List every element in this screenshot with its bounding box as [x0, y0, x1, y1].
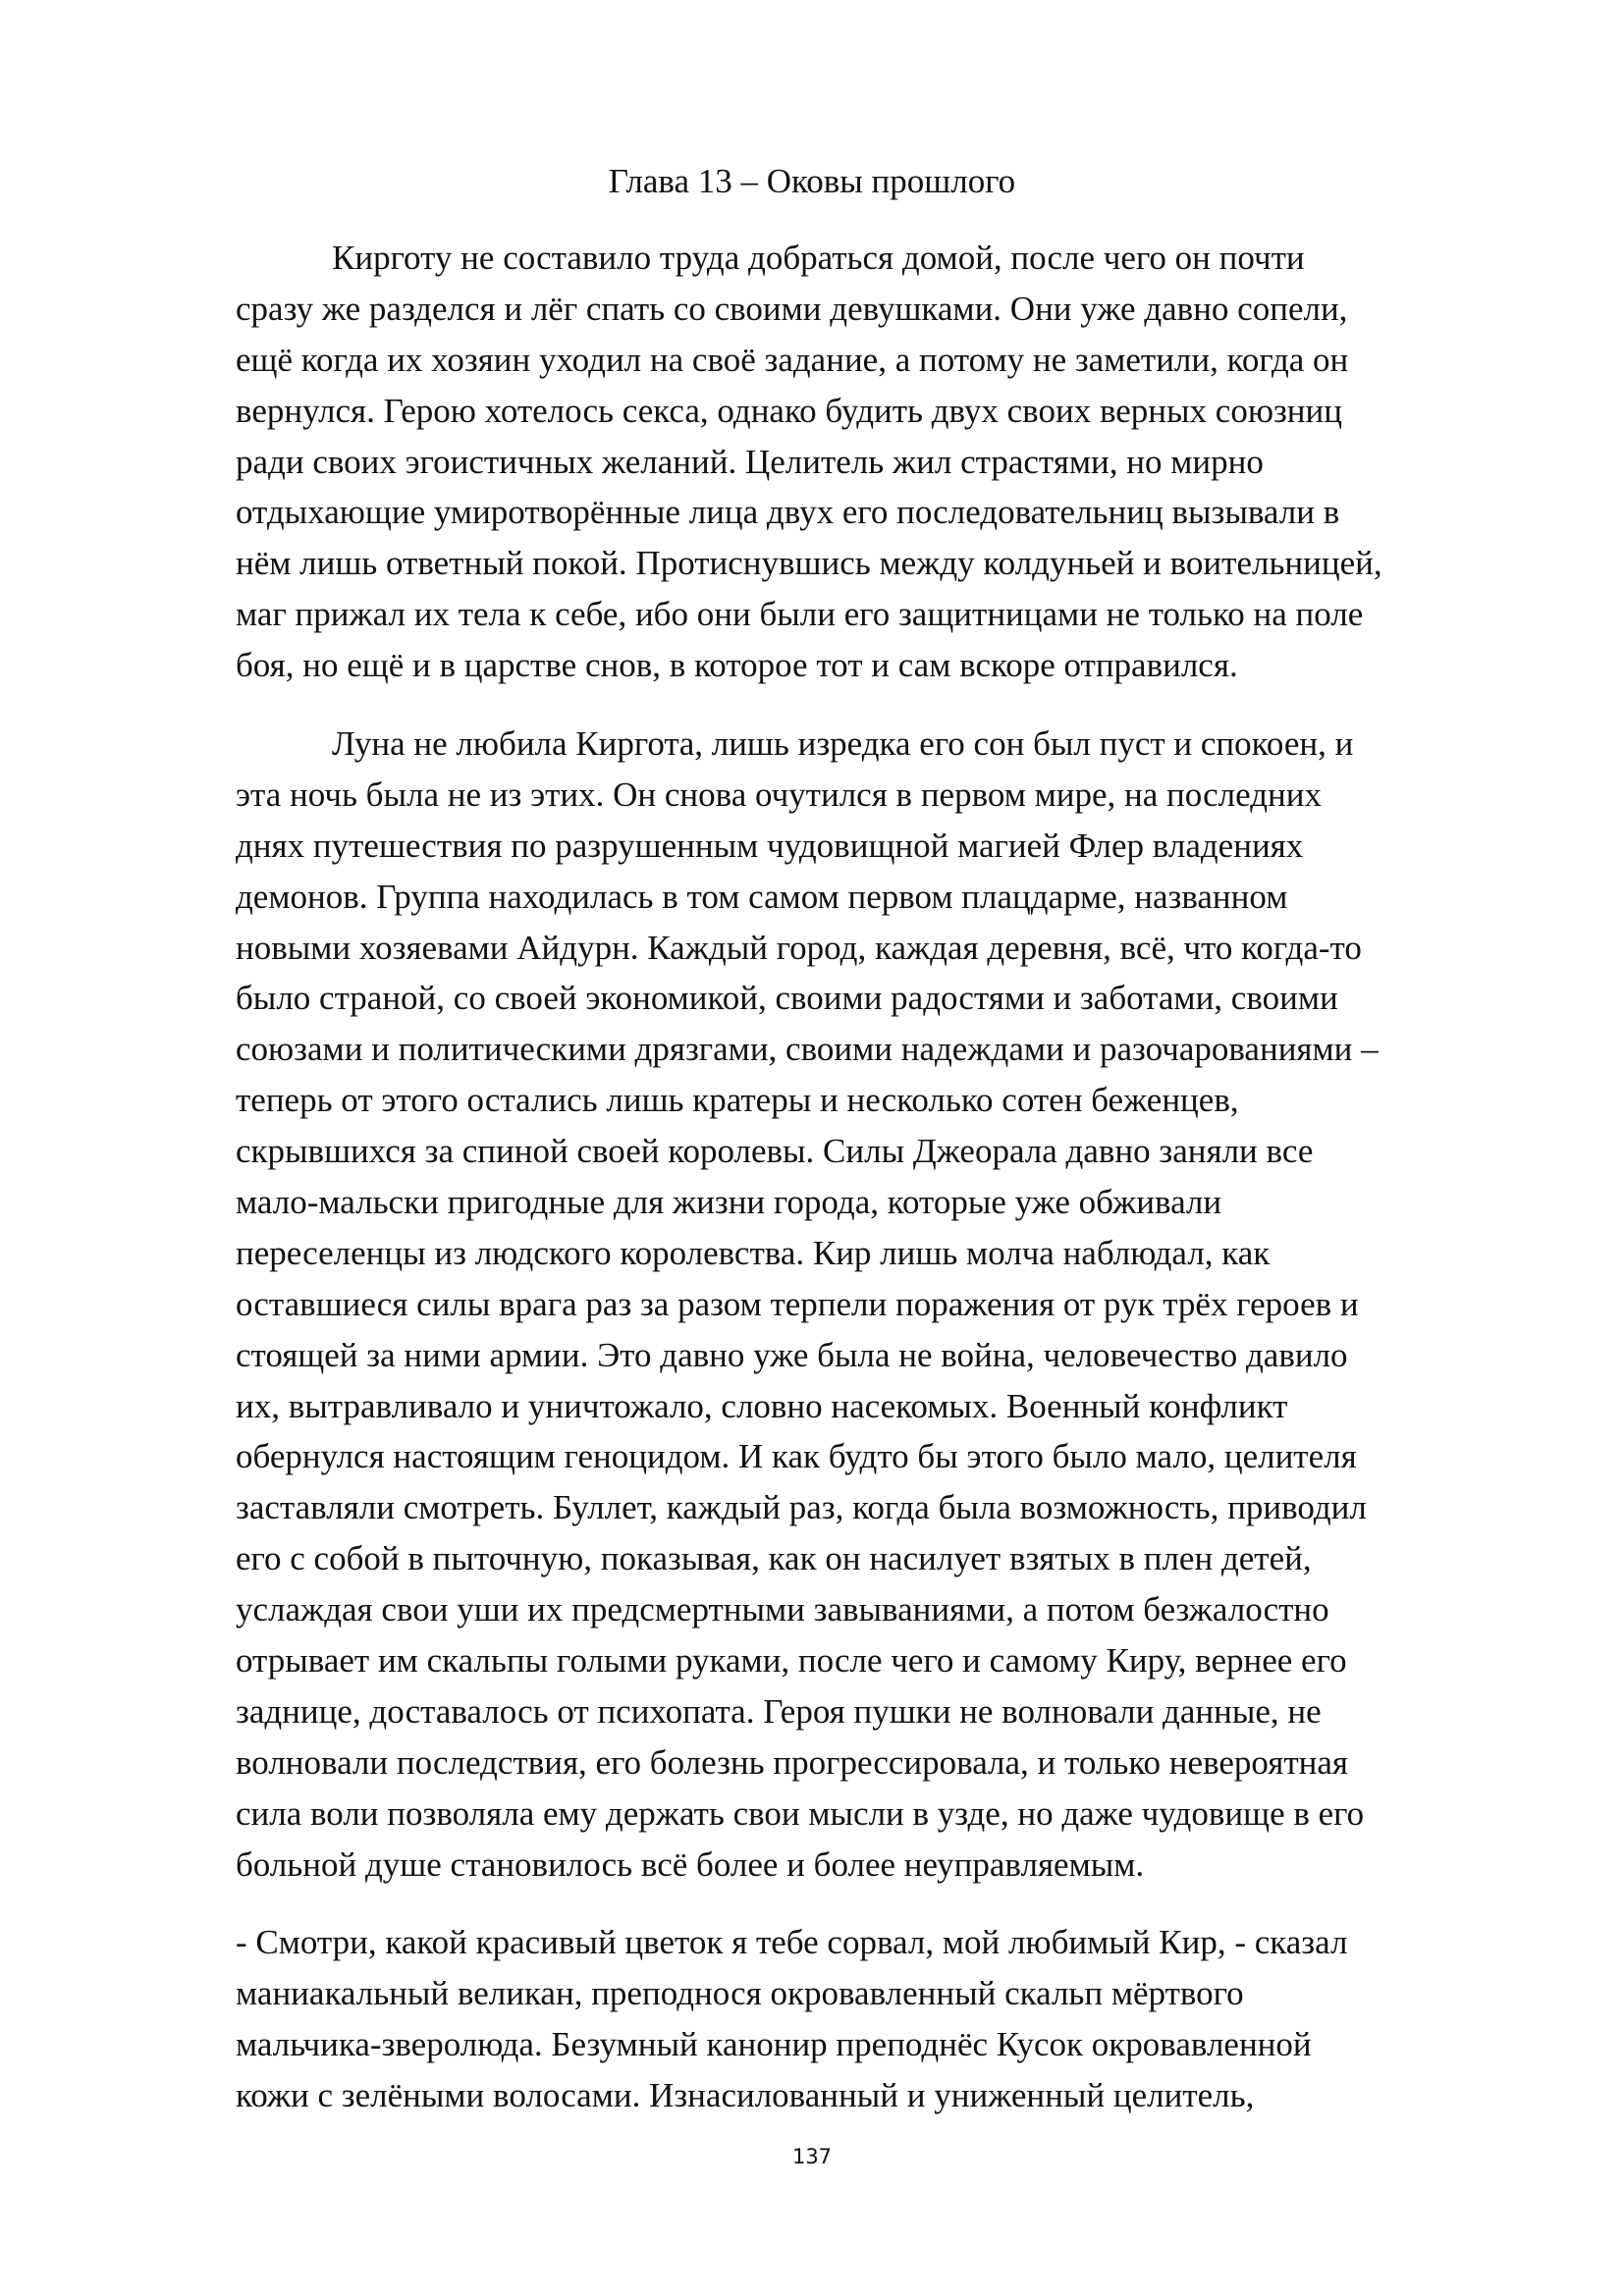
text-line: маг прижал их тела к себе, ибо они были его защитницами не только на поле: [236, 595, 1364, 634]
text-line: сила воли позволяла ему держать свои мысли в узде, но даже чудовище в его: [236, 1793, 1365, 1833]
text-line: заставляли смотреть. Буллет, каждый раз, когда была возможность, приводил: [236, 1488, 1367, 1527]
text-line: стоящей за ними армии. Это давно уже была не война, человечество давило: [236, 1335, 1348, 1374]
text-line: Луна не любила Кирготa, лишь изредка его сон был пуст и спокоен, и: [332, 724, 1354, 763]
text-line: теперь от этого остались лишь кратеры и несколько сотен беженцев,: [236, 1081, 1239, 1120]
text-line: эта ночь была не из этих. Он снова очутился в первом мире, на последних: [236, 774, 1322, 814]
paragraph-1: [236, 233, 1542, 691]
text-line: отдыхающие умиротворённые лица двух его последовательниц вызывали в: [236, 493, 1340, 532]
text-line: Кирготу не составило труда добраться домой, после чего он почти: [332, 239, 1305, 277]
paragraph-2: [236, 719, 1542, 1890]
text-line: скрывшихся за спиной своей королевы. Силы Джеорала давно заняли все: [236, 1132, 1314, 1171]
text-line: волновали последствия, его болезнь прогрессировала, и только невероятная: [236, 1742, 1349, 1782]
text-line: кожи с зелёными волосами. Изнасилованный и униженный целитель,: [236, 2075, 1255, 2114]
text-line: маниакальный великан, преподнося окровавленный скальп мёртвого: [236, 1973, 1244, 2012]
page-number: 137: [791, 2145, 833, 2168]
text-line: демонов. Группа находилась в том самом первом плацдарме, названном: [236, 877, 1288, 916]
text-line: переселенцы из людского королевства. Кир лишь молча наблюдал, как: [236, 1233, 1271, 1272]
text-line: отрывает им скальпы голыми руками, после чего и самому Киру, вернее его: [236, 1641, 1347, 1681]
text-line: обернулся настоящим геноцидом. И как будто бы этого было мало, целителя: [236, 1437, 1357, 1476]
chapter-title: Глава 13 – Оковы прошлого: [608, 162, 1016, 200]
text-line: днях путешествия по разрушенным чудовищной магией Флер владениях: [236, 826, 1304, 865]
text-line: новыми хозяевами Айдурн. Каждый город, каждая деревня, всё, что когда-то: [236, 928, 1362, 967]
text-line: заднице, доставалось от психопата. Героя пушки не волновали данные, не: [236, 1691, 1322, 1731]
text-line: его с собой в пыточную, показывая, как он насилует взятых в плен детей,: [236, 1539, 1312, 1578]
paragraph-3: [236, 1917, 1542, 2121]
text-line: мальчика-зверолюда. Безумный канонир преподнёс Кусок окровавленной: [236, 2024, 1312, 2063]
text-line: мало-мальски пригодные для жизни города, которые уже обживали: [236, 1183, 1222, 1222]
text-line: боя, но ещё и в царстве снов, в которое тот и сам вскоре отправился.: [236, 646, 1238, 685]
text-line: ещё когда их хозяин уходил на своё задание, а потому не заметили, когда он: [236, 340, 1349, 379]
text-line: вернулся. Герою хотелось секса, однако будить двух своих верных союзниц: [236, 391, 1342, 430]
text-line: больной душе становилось всё более и более неуправляемым.: [236, 1844, 1145, 1884]
text-line: союзами и политическими дрязгами, своими надеждами и разочарованиями –: [236, 1030, 1379, 1069]
text-line: нём лишь ответный покой. Протиснувшись между колдуньей и воительницей,: [236, 544, 1382, 583]
text-line: сразу же разделся и лёг спать со своими девушками. Они уже давно сопели,: [236, 289, 1348, 328]
text-line: - Смотри, какой красивый цветок я тебе сорвал, мой любимый Кир, - сказал: [236, 1923, 1348, 1961]
text-line: услаждая свои уши их предсмертными завываниями, а потом безжалостно: [236, 1590, 1329, 1629]
text-line: оставшиеся силы врага раз за разом терпели поражения от рук трёх героев и: [236, 1284, 1359, 1323]
text-line: ради своих эгоистичных желаний. Целитель жил страстями, но мирно: [236, 442, 1264, 481]
text-line: было страной, со своей экономикой, своими радостями и заботами, своими: [236, 979, 1338, 1018]
text-line: их, вытравливало и уничтожало, словно насекомых. Военный конфликт: [236, 1386, 1288, 1425]
